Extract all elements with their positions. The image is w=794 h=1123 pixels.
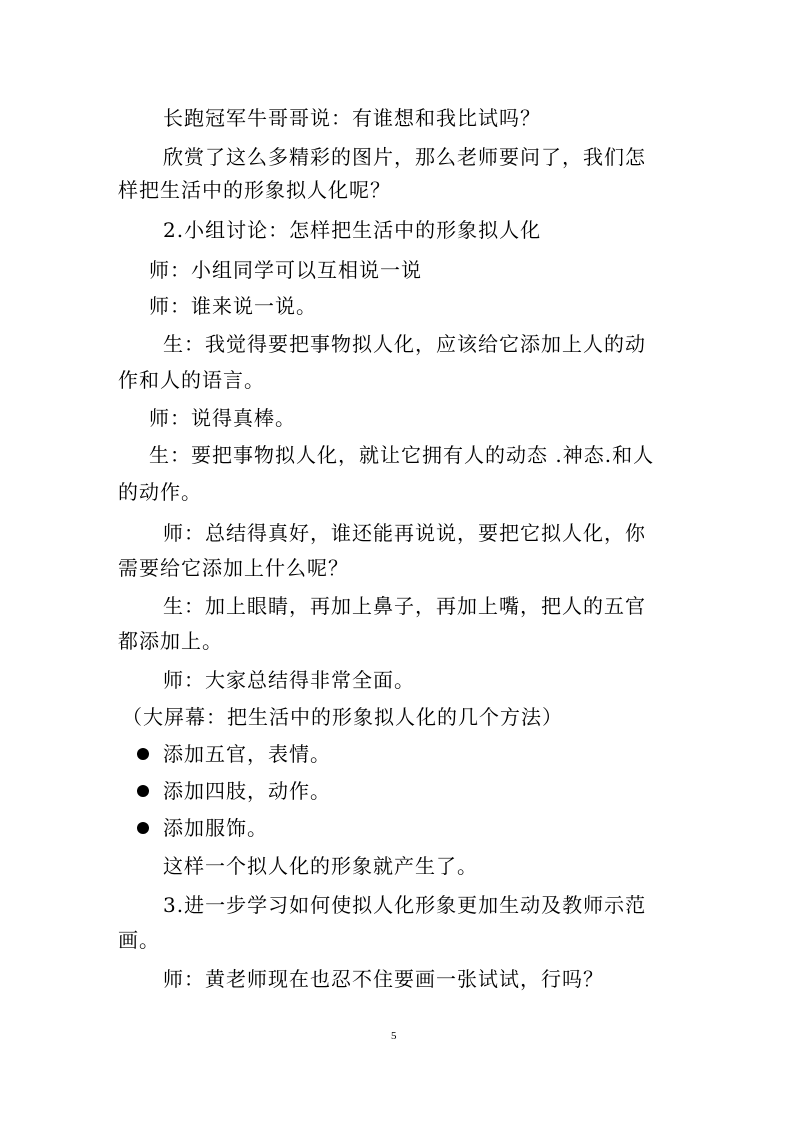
paragraph-line: 需要给它添加上什么呢？ [118,556,349,580]
paragraph-line: 欣赏了这么多精彩的图片，那么老师要问了，我们怎 [163,145,646,169]
paragraph-line: 的动作。 [118,480,202,504]
page-number: 5 [391,1030,397,1042]
paragraph-line: 师：总结得真好，谁还能再说说，要把它拟人化，你 [163,521,646,545]
paragraph-line: 生：我觉得要把事物拟人化，应该给它添加上人的动 [163,332,646,356]
paragraph-line: 师：说得真棒。 [149,406,296,430]
paragraph-line: 3.进一步学习如何使拟人化形象更加生动及教师示范 [163,893,647,917]
bullet-dot-icon [137,785,149,797]
paragraph-line: 师：大家总结得非常全面。 [163,668,415,692]
paragraph-line: 长跑冠军牛哥哥说：有谁想和我比试吗？ [163,106,541,130]
bullet-text: 添加服饰。 [163,816,268,840]
paragraph-line: 都添加上。 [118,629,223,653]
paragraph-line: 生：要把事物拟人化，就让它拥有人的动态 .神态.和人 [149,443,655,467]
bullet-dot-icon [137,822,149,834]
paragraph-line: （大屏幕：把生活中的形象拟人化的几个方法） [122,705,563,729]
paragraph-line: 2.小组讨论：怎样把生活中的形象拟人化 [163,218,542,242]
paragraph-line: 画。 [118,928,160,952]
bullet-item [0,777,794,805]
paragraph-line: 这样一个拟人化的形象就产生了。 [163,854,478,878]
bullet-text: 添加四肢，动作。 [163,779,331,803]
paragraph-line: 师：小组同学可以互相说一说 [149,258,422,282]
paragraph-line: 师：黄老师现在也忍不住要画一张试试，行吗？ [163,967,604,991]
paragraph-line: 样把生活中的形象拟人化呢？ [118,178,391,202]
bullet-text: 添加五官，表情。 [163,742,331,766]
paragraph-line: 生：加上眼睛，再加上鼻子，再加上嘴，把人的五官 [163,594,646,618]
bullet-item [0,740,794,768]
paragraph-line: 师：谁来说一说。 [149,294,317,318]
paragraph-line: 作和人的语言。 [118,368,265,392]
bullet-item [0,814,794,842]
bullet-dot-icon [137,748,149,760]
